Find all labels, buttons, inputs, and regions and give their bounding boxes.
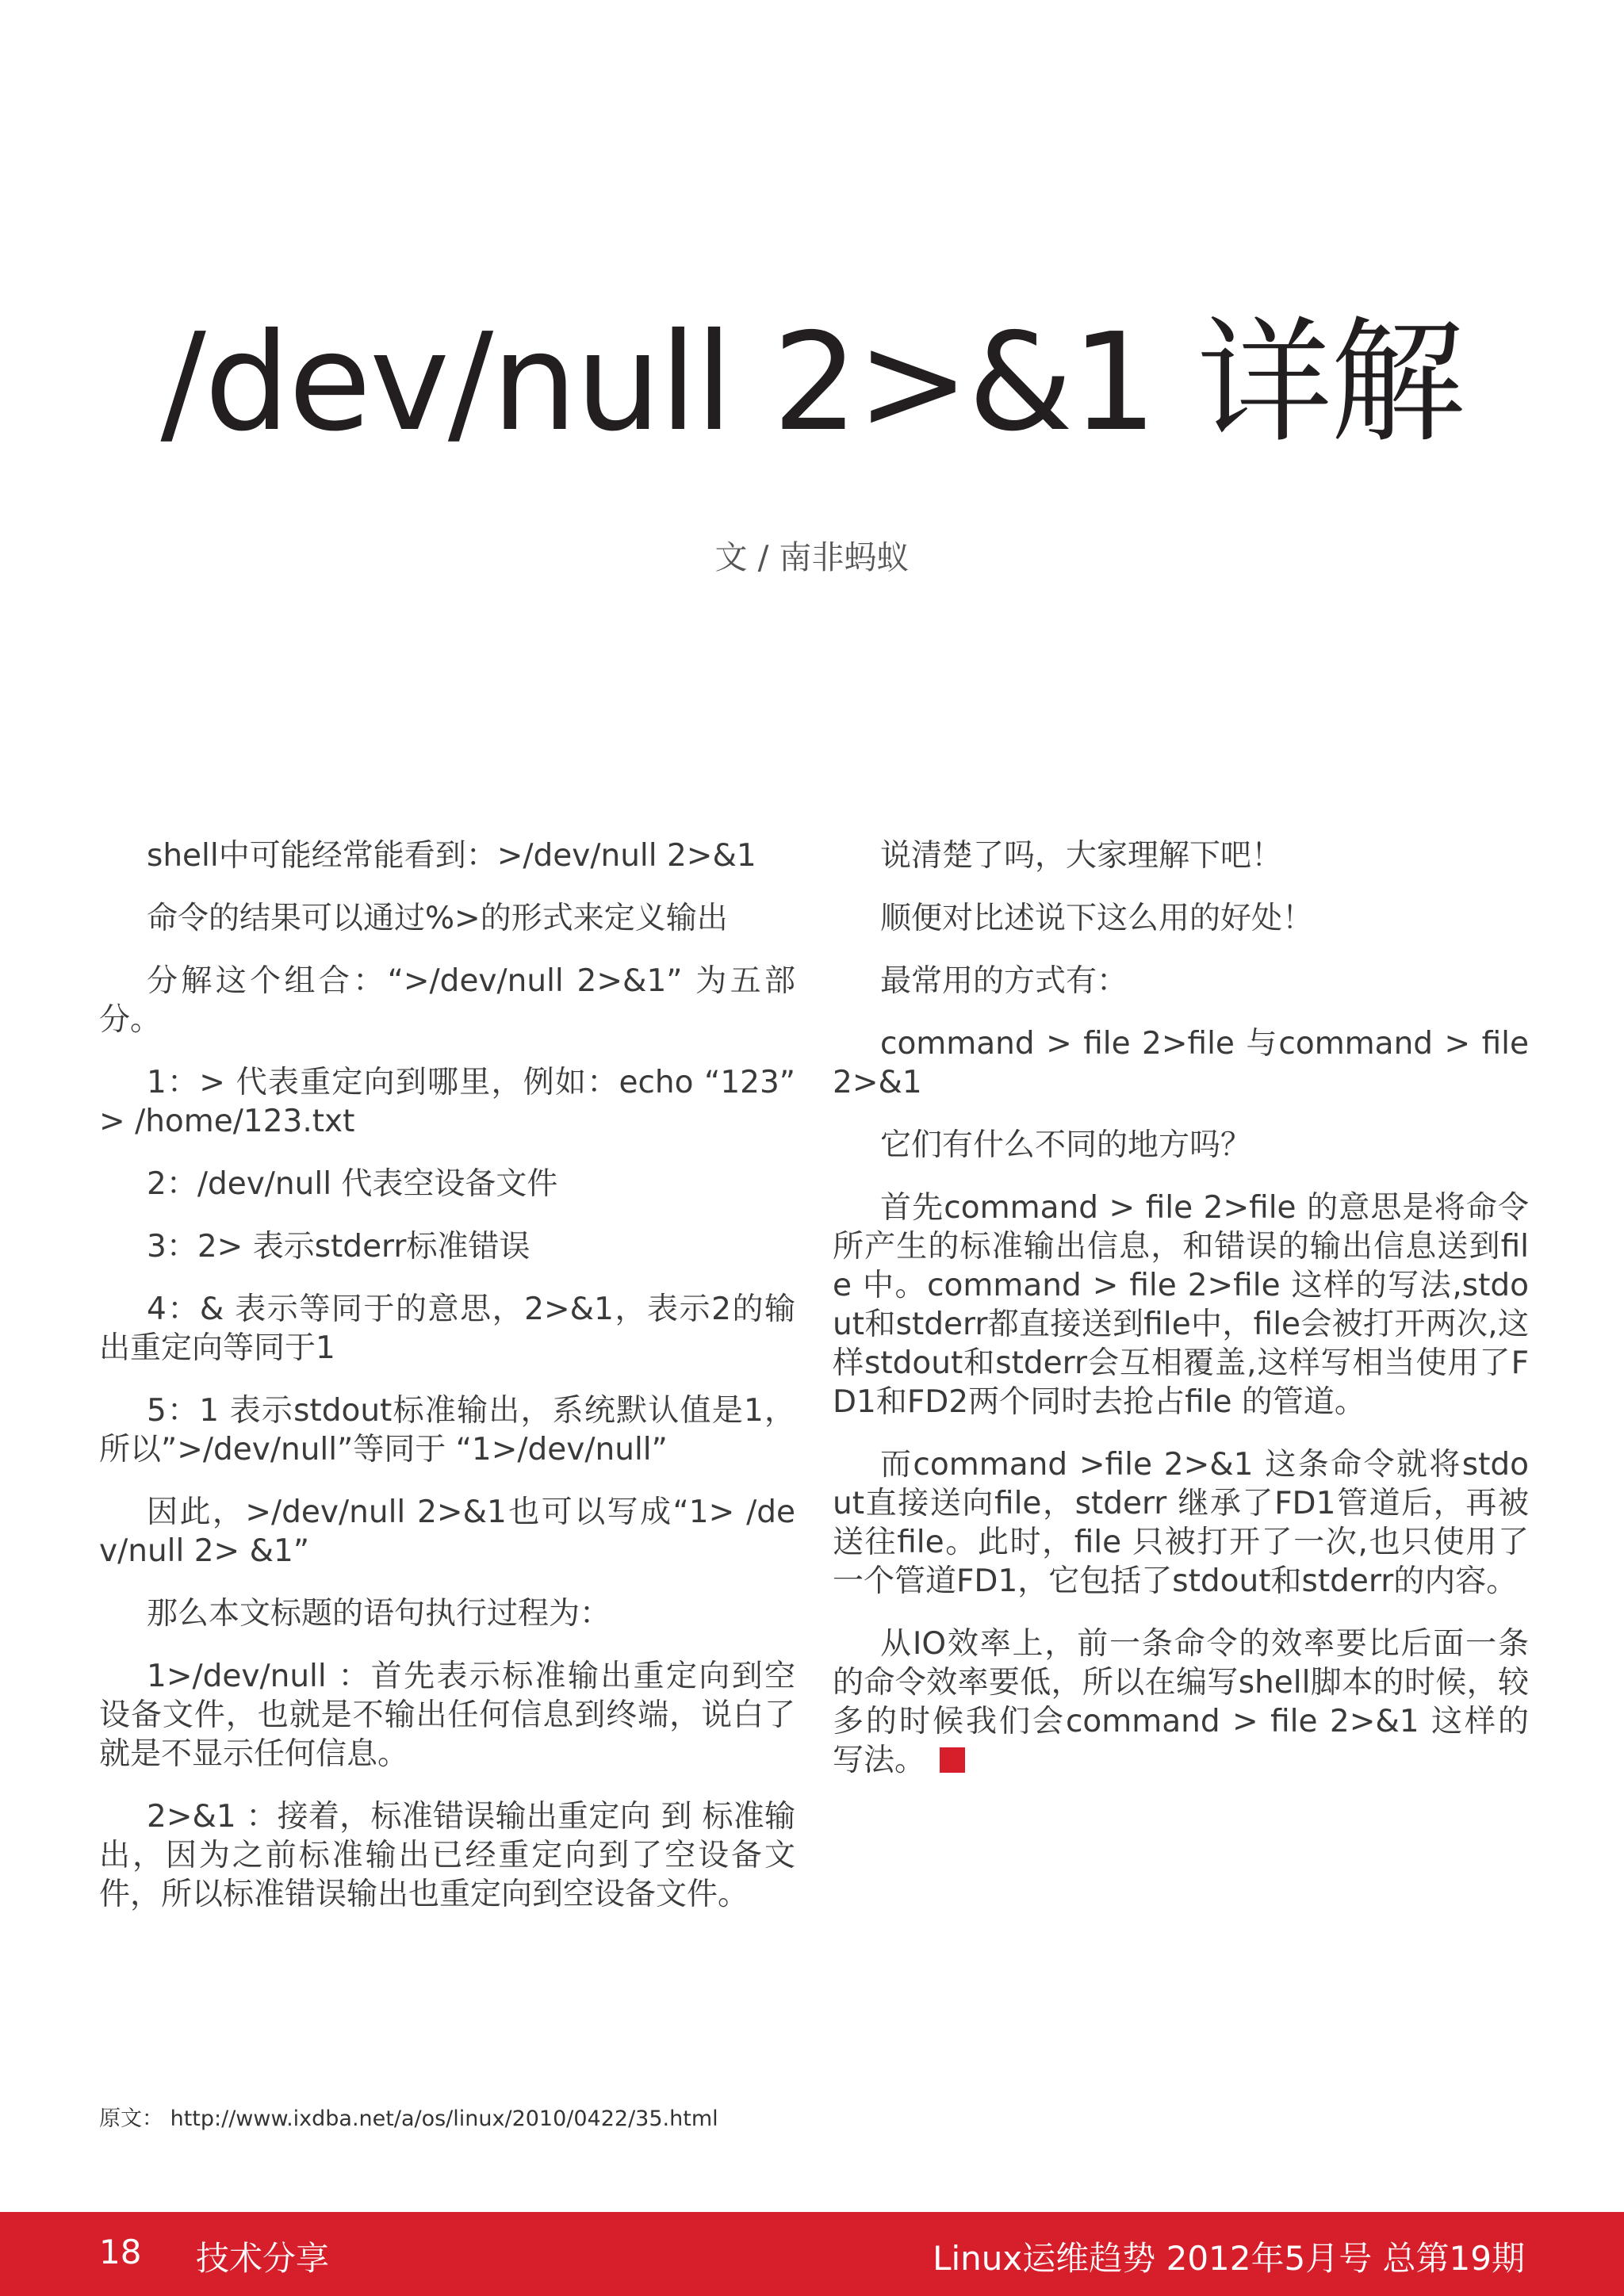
paragraph-text: 从IO效率上，前一条命令的效率要比后面一条的命令效率要低，所以在编写shell脚本的时候，较多的时候我们会command > file 2>&1 这样的写法。 <box>833 1626 1529 1778</box>
article-author: 文 / 南非蚂蚁 <box>714 538 910 576</box>
footer-bar <box>0 2212 1624 2296</box>
right-column <box>833 836 1529 1804</box>
paragraph: 而command >file 2>&1 这条命令就将stdout直接送向file，stderr 继承了FD1管道后，再被送往file。此时，file 只被打开了一次,也只使用了一个管道FD1，它包括了stdout和stderr的内容。 <box>833 1447 1529 1599</box>
paragraph: 最常用的方式有： <box>880 963 1128 999</box>
paragraph: 因此，>/dev/null 2>&1也可以写成“1> /dev/null 2> &1” <box>99 1494 795 1569</box>
paragraph: 2>&1 ：接着，标准错误输出重定向 到 标准输出，因为之前标准输出已经重定向到了空设备文件，所以标准错误输出也重定向到空设备文件。 <box>99 1799 795 1912</box>
paragraph: 1>/dev/null ：首先表示标准输出重定向到空设备文件，也就是不输出任何信息到终端，说白了就是不显示任何信息。 <box>99 1659 795 1772</box>
source-link[interactable]: 原文： http://www.ixdba.net/a/os/linux/2010/0422/35.html <box>99 2107 718 2131</box>
paragraph: 它们有什么不同的地方吗？ <box>880 1127 1252 1163</box>
page-number: 18 <box>99 2233 142 2271</box>
paragraph: 2：/dev/null 代表空设备文件 <box>147 1166 558 1202</box>
paragraph: 分解这个组合：“>/dev/null 2>&1” 为五部分。 <box>99 963 795 1038</box>
paragraph: 3：2> 表示stderr标准错误 <box>147 1229 530 1265</box>
section-name: 技术分享 <box>196 2239 330 2278</box>
last-paragraph <box>833 1624 1529 1780</box>
paragraph: 1：> 代表重定向到哪里，例如：echo “123” > /home/123.txt <box>99 1065 795 1139</box>
paragraph: 说清楚了吗，大家理解下吧！ <box>880 838 1283 874</box>
paragraph: 顺便对比述说下这么用的好处！ <box>880 901 1314 936</box>
left-column <box>99 836 795 1938</box>
article-title: /dev/null 2>&1 详解 <box>160 304 1464 461</box>
paragraph: 首先command > file 2>file 的意思是将命令所产生的标准输出信息，和错误的输出信息送到file 中。command > file 2>file 这样的写法,stdout和stderr都直接送到file中，file会被打开两次,这样stdout和stderr会互相覆盖,这样写相当使用了FD1和FD2两个同时去抢占file 的管道。 <box>833 1190 1529 1420</box>
paragraph: 4：& 表示等同于的意思，2>&1，表示2的输出重定向等同于1 <box>99 1292 795 1366</box>
end-mark-icon <box>940 1747 965 1773</box>
paragraph: command > file 2>file 与command > file 2>&1 <box>833 1026 1529 1100</box>
paragraph: 那么本文标题的语句执行过程为： <box>147 1596 611 1632</box>
paragraph: 5：1 表示stdout标准输出，系统默认值是1，所以”>/dev/null”等同于 “1>/dev/null” <box>99 1393 795 1468</box>
publication-info: Linux运维趋势 2012年5月号 总第19期 <box>933 2239 1525 2278</box>
paragraph: 命令的结果可以通过%>的形式来定义输出 <box>147 901 728 936</box>
paragraph: shell中可能经常能看到：>/dev/null 2>&1 <box>147 838 756 874</box>
